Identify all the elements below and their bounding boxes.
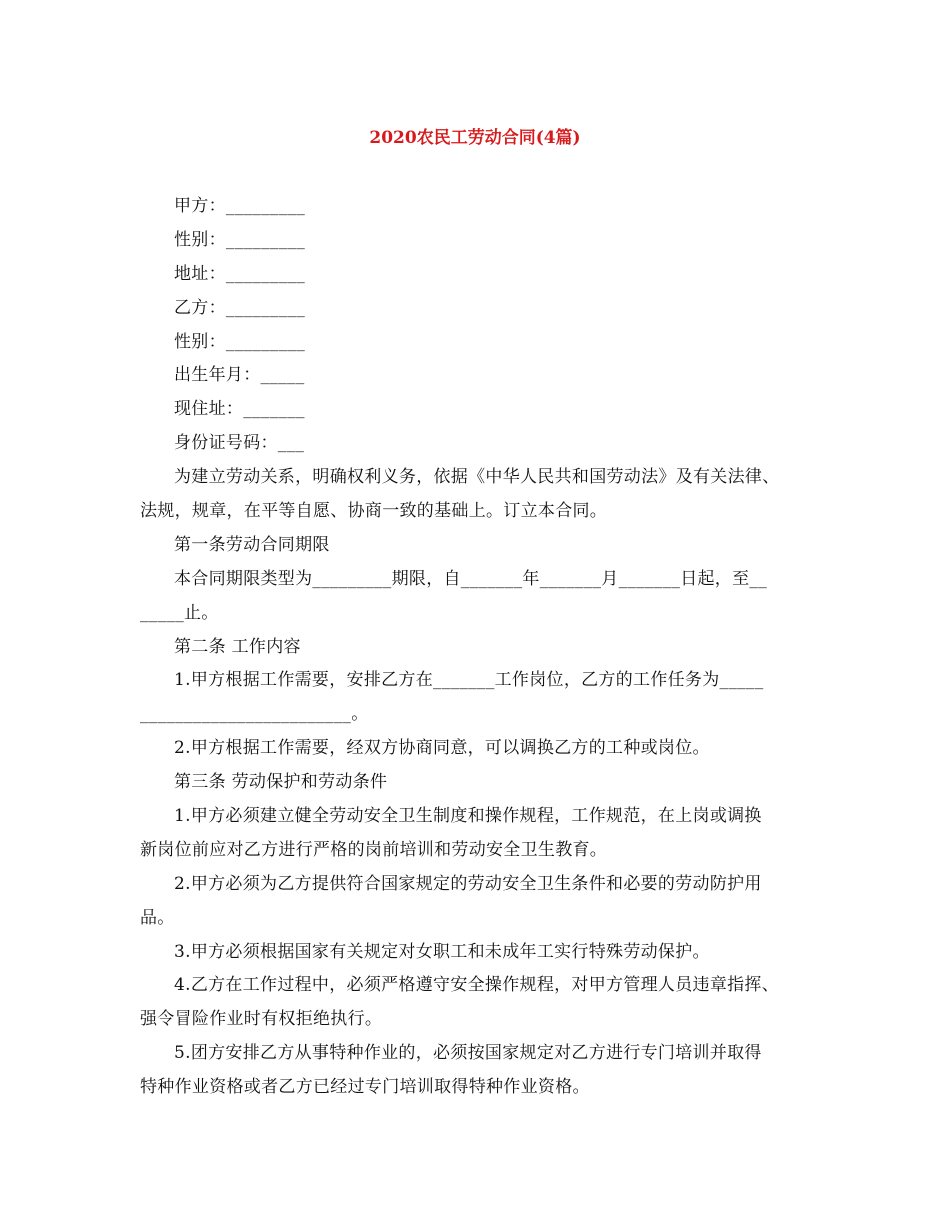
text-line: 本合同期限类型为_________期限，自_______年_______月_______日起，至__ [174, 568, 767, 589]
text-line: 出生年月：_____ [174, 365, 305, 386]
text-line: 1.甲方必须建立健全劳动安全卫生制度和操作规程，工作规范，在上岗或调换 [174, 806, 762, 827]
text-line: 法规，规章，在平等自愿、协商一致的基础上。订立本合同。 [140, 501, 608, 522]
text-line: 1.甲方根据工作需要，安排乙方在_______工作岗位，乙方的工作任务为_____ [174, 670, 764, 691]
text-line: ________________________。 [140, 704, 369, 725]
section-heading: 第二条 工作内容 [174, 636, 301, 657]
text-line: 新岗位前应对乙方进行严格的岗前培训和劳动安全卫生教育。 [140, 839, 608, 860]
text-line: 乙方：_________ [174, 297, 306, 318]
text-line: _____止。 [140, 602, 219, 623]
text-line: 地址：_________ [174, 263, 306, 284]
document-title: 2020农民工劳动合同(4篇) [369, 128, 581, 148]
text-line: 2.甲方必须为乙方提供符合国家规定的劳动安全卫生条件和必要的劳动防护用 [174, 873, 762, 894]
section-heading: 第一条劳动合同期限 [174, 534, 330, 555]
text-line: 为建立劳动关系，明确权利义务，依据《中华人民共和国劳动法》及有关法律、 [174, 467, 780, 488]
text-line: 身份证号码：___ [174, 433, 305, 454]
text-line: 2.甲方根据工作需要，经双方协商同意，可以调换乙方的工种或岗位。 [174, 738, 710, 759]
text-line: 性别：_________ [174, 331, 306, 352]
text-line: 5.团方安排乙方从事特种作业的，必须按国家规定对乙方进行专门培训并取得 [174, 1043, 762, 1064]
text-line: 品。 [140, 907, 175, 928]
text-line: 4.乙方在工作过程中，必须严格遵守安全操作规程，对甲方管理人员违章指挥、 [174, 975, 780, 996]
text-line: 现住址：_______ [174, 399, 305, 420]
text-line: 甲方：_________ [174, 196, 306, 216]
section-heading: 第三条 劳动保护和劳动条件 [174, 772, 388, 793]
text-line: 特种作业资格或者乙方已经过专门培训取得特种作业资格。 [140, 1077, 590, 1098]
text-line: 强令冒险作业时有权拒绝执行。 [140, 1009, 383, 1030]
document-body [140, 190, 820, 1105]
text-line: 3.甲方必须根据国家有关规定对女职工和未成年工实行特殊劳动保护。 [174, 941, 710, 962]
text-line: 性别：_________ [174, 229, 306, 250]
